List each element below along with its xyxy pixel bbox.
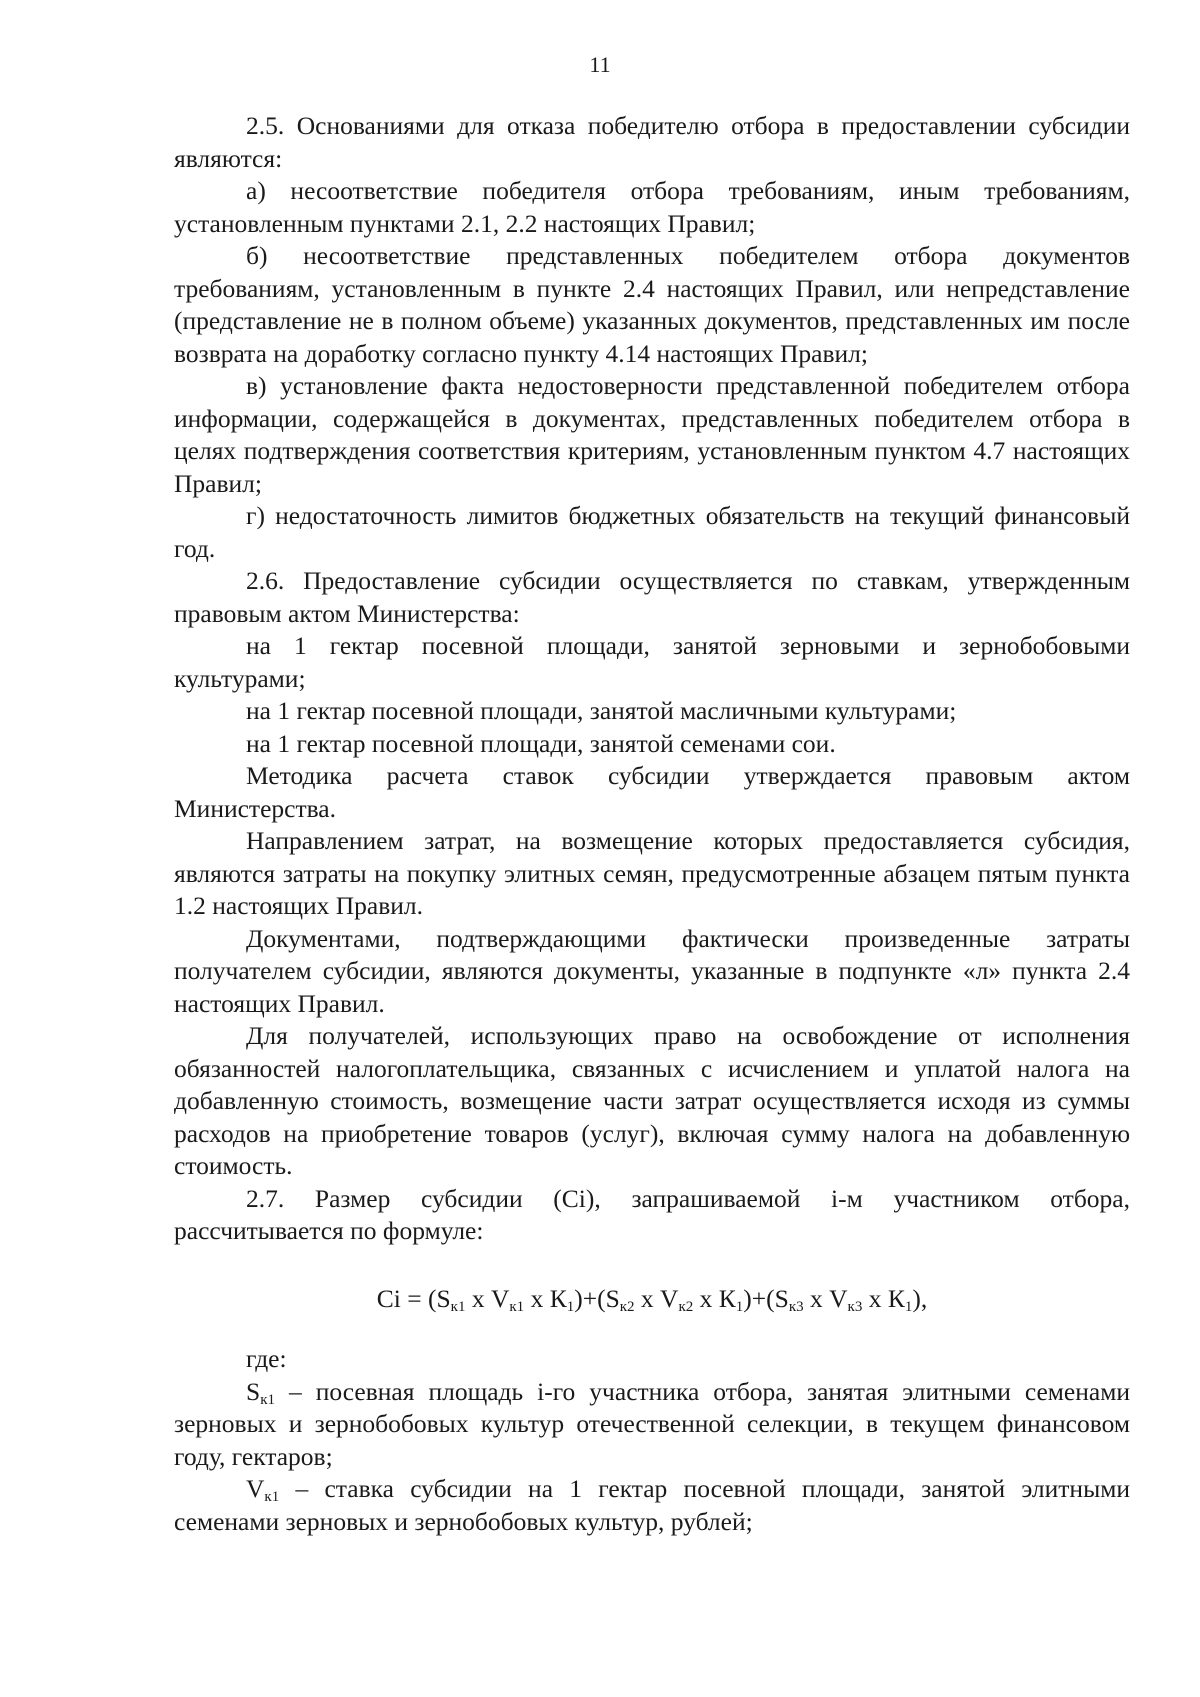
paragraph-2-7: 2.7. Размер субсидии (Ci), запрашиваемой i-м участником отбора, рассчитывается по формуле: (174, 1183, 1130, 1245)
paragraph-2-5: 2.5. Основаниями для отказа победителю отбора в предоставлении субсидии являются: (174, 111, 1130, 173)
definition-s-text: – посевная площадь i-го участника отбора, занятая элитными семенами зерновых и зернобобовых культур отечественной селекции, в текущем финансовом году, гектаров; (174, 1376, 1130, 1471)
definition-s (174, 1376, 1130, 1474)
paragraph-2-6-item-1: на 1 гектар посевной площади, занятой зерновыми и зернобобовыми культурами; (174, 631, 1130, 693)
paragraph-2-6-direction: Направлением затрат, на возмещение которых предоставляется субсидия, являются затраты на покупку элитных семян, предусмотренные абзацем пятым пункта 1.2 настоящих Правил. (174, 826, 1130, 920)
paragraph-2-6-vat: Для получателей, использующих право на освобождение от исполнения обязанностей налогоплательщика, связанных с исчислением и уплатой налога на добавленную стоимость, возмещение части затрат осуществляется исходя из суммы расходов на приобретение товаров (услуг), включая сумму налога на добавленную стоимость. (174, 1021, 1130, 1180)
document-body (174, 110, 1130, 1538)
paragraph-2-5-v: в) установление факта недостоверности представленной победителем отбора информации, содержащейся в документах, представленных победителем отбора в целях подтверждения соответствия критериям, установленным пунктом 4.7 настоящих Правил; (174, 371, 1130, 498)
definition-v-text: – ставка субсидии на 1 гектар посевной площади, занятой элитными семенами зерновых и зернобобовых культур, рублей; (174, 1474, 1130, 1536)
symbol-v-subscript: к1 (264, 1489, 280, 1505)
paragraph-2-5-a: а) несоответствие победителя отбора требованиям, иным требованиям, установленным пунктами 2.1, 2.2 настоящих Правил; (174, 176, 1130, 238)
definition-v (174, 1473, 1130, 1538)
paragraph-2-6: 2.6. Предоставление субсидии осуществляется по ставкам, утвержденным правовым актом Министерства: (174, 566, 1130, 628)
symbol-v: V (246, 1474, 265, 1503)
where-label: где: (246, 1344, 287, 1373)
subsidy-formula: $Ci = (S_{к1}$ х $V_{к1}$ х $К_1)+(S_{к2}$ х $V_{к2}$ х $К_1)+(S_{к3}$ х $V_{к3}$ х $К_1$), (376, 1283, 928, 1315)
paragraph-2-5-b: б) несоответствие представленных победителем отбора документов требованиям, установленным в пункте 2.4 настоящих Правил, или непредставление (представление не в полном объеме) указанных документов, представленных им после возврата на доработку согласно пункту 4.14 настоящих Правил; (174, 241, 1130, 368)
page-number: 11 (589, 52, 611, 77)
symbol-s-subscript: к1 (260, 1391, 275, 1408)
paragraph-2-6-item-2: на 1 гектар посевной площади, занятой масличными культурами; (246, 696, 957, 725)
paragraph-2-6-documents: Документами, подтверждающими фактически произведенные затраты получателем субсидии, являются документы, указанные в подпункте «л» пункта 2.4 настоящих Правил. (174, 923, 1130, 1018)
symbol-s: S (246, 1376, 261, 1406)
paragraph-2-6-item-3: на 1 гектар посевной площади, занятой семенами сои. (246, 728, 836, 758)
paragraph-2-6-method: Методика расчета ставок субсидии утверждается правовым актом Министерства. (174, 761, 1130, 823)
paragraph-2-5-g: г) недостаточность лимитов бюджетных обязательств на текущий финансовый год. (174, 501, 1130, 563)
